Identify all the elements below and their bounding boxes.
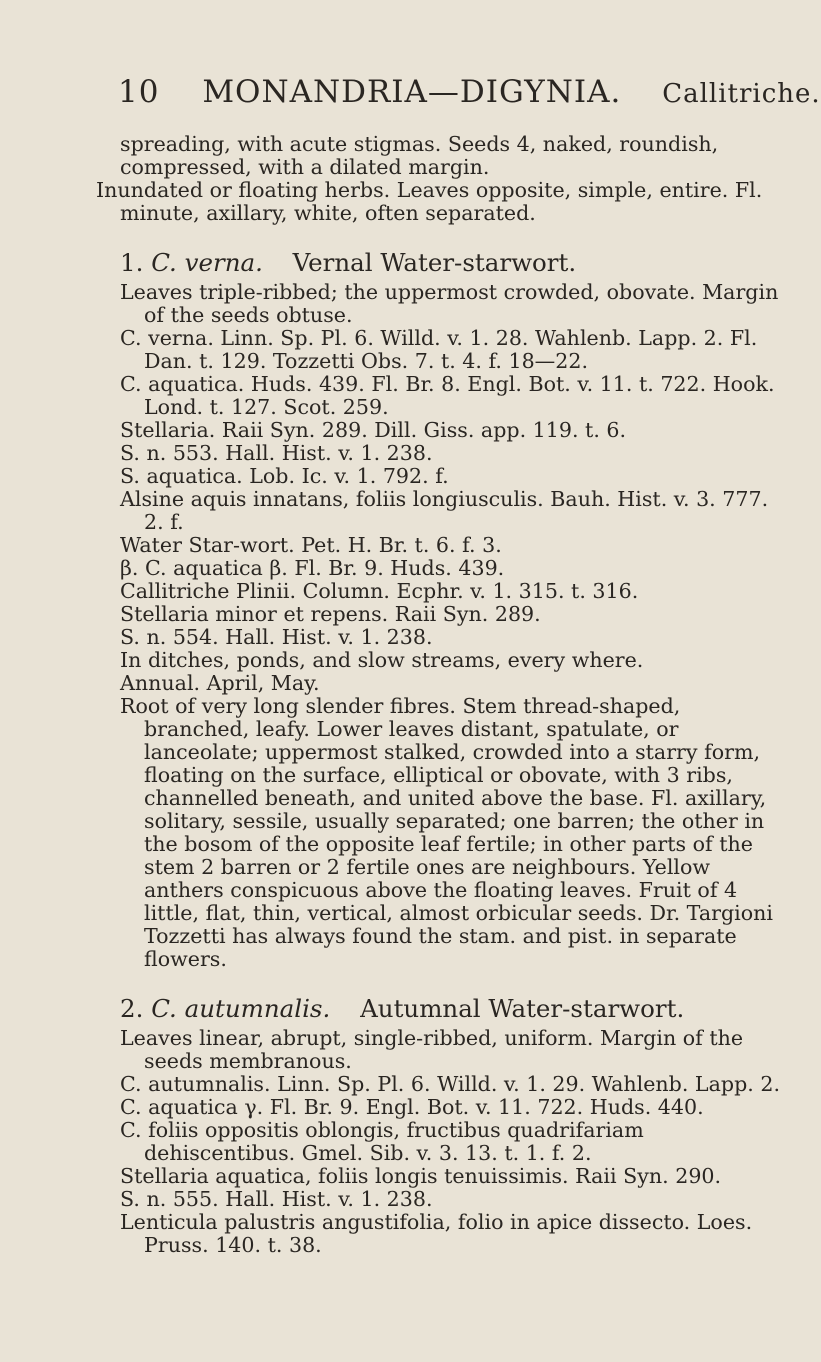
- page-body: [96, 132, 792, 1257]
- page-header: [118, 74, 821, 110]
- synonym-line: S. aquatica. Lob. Ic. v. 1. 792. f.: [120, 464, 449, 488]
- synonym-line: S. n. 554. Hall. Hist. v. 1. 238.: [120, 625, 433, 649]
- species-diagnosis: Leaves linear, abrupt, single-ribbed, uniform. Margin of the seeds membranous.: [120, 1026, 744, 1073]
- page-number: 10: [118, 74, 160, 110]
- habitat: In ditches, ponds, and slow streams, every where.: [120, 648, 644, 672]
- synonym-line: C. aquatica γ. Fl. Br. 9. Engl. Bot. v. 11. 722. Huds. 440.: [120, 1095, 704, 1119]
- synonym-line: C. foliis oppositis oblongis, fructibus quadrifariam dehiscentibus. Gmel. Sib. v. 3. 13. t. 1. f. 2.: [120, 1118, 644, 1165]
- genus-title: Callitriche.: [662, 79, 821, 109]
- synonym-line: C. verna. Linn. Sp. Pl. 6. Willd. v. 1. 28. Wahlenb. Lapp. 2. Fl. Dan. t. 129. Tozzetti Obs. 7. t. 4. f. 18—22.: [120, 326, 758, 373]
- species-heading: [120, 995, 792, 1023]
- synonym-line: Callitriche Plinii. Column. Ecphr. v. 1. 315. t. 316.: [120, 579, 639, 603]
- species-number: 2.: [120, 994, 144, 1023]
- intro-continuation: spreading, with acute stigmas. Seeds 4, naked, roundish, compressed, with a dilated margin.: [120, 132, 719, 179]
- synonym-line: Lenticula palustris angustifolia, folio in apice dissecto. Loes. Pruss. 140. t. 38.: [120, 1210, 753, 1257]
- species-common-name: Autumnal Water-starwort.: [360, 994, 685, 1023]
- synonym-line: Alsine aquis innatans, foliis longiusculis. Bauh. Hist. v. 3. 777. 2. f.: [120, 487, 769, 534]
- description: Root of very long slender fibres. Stem thread-shaped, branched, leafy. Lower leaves distant, spatulate, or lanceolate; uppermost stalked, crowded into a starry form, floating on the surface, elliptical or obovate, with 3 ribs, channelled beneath, and united above the base. Fl. axillary, solitary, sessile, usually separated; one barren; the other in the bosom of the opposite leaf fertile; in other parts of the stem 2 barren or 2 fertile ones are neighbours. Yellow anthers conspicuous above the floating leaves. Fruit of 4 little, flat, thin, vertical, almost orbicular seeds. Dr. Targioni Tozzetti has always found the stam. and pist. in separate flowers.: [120, 694, 773, 971]
- synonym-line: Stellaria. Raii Syn. 289. Dill. Giss. app. 119. t. 6.: [120, 418, 627, 442]
- synonym-line: C. aquatica. Huds. 439. Fl. Br. 8. Engl. Bot. v. 11. t. 722. Hook. Lond. t. 127. Scot. 259.: [120, 372, 775, 419]
- species-common-name: Vernal Water-starwort.: [292, 248, 577, 277]
- species-latin-name: C. verna.: [151, 248, 263, 277]
- synonym-line: Stellaria minor et repens. Raii Syn. 289.: [120, 602, 541, 626]
- synonym-line: β. C. aquatica β. Fl. Br. 9. Huds. 439.: [120, 556, 505, 580]
- species-latin-name: C. autumnalis.: [151, 994, 331, 1023]
- species-heading: [120, 249, 792, 277]
- duration: Annual. April, May.: [120, 671, 320, 695]
- running-title: MONANDRIA—DIGYNIA.: [202, 74, 622, 110]
- species-number: 1.: [120, 248, 144, 277]
- intro-habit: Inundated or floating herbs. Leaves opposite, simple, entire. Fl. minute, axillary, white, often separated.: [96, 178, 763, 225]
- synonym-line: Water Star-wort. Pet. H. Br. t. 6. f. 3.: [120, 533, 502, 557]
- synonym-line: C. autumnalis. Linn. Sp. Pl. 6. Willd. v. 1. 29. Wahlenb. Lapp. 2.: [120, 1072, 780, 1096]
- synonym-line: S. n. 553. Hall. Hist. v. 1. 238.: [120, 441, 433, 465]
- synonym-line: S. n. 555. Hall. Hist. v. 1. 238.: [120, 1187, 433, 1211]
- species-diagnosis: Leaves triple-ribbed; the uppermost crowded, obovate. Margin of the seeds obtuse.: [120, 280, 779, 327]
- synonym-line: Stellaria aquatica, foliis longis tenuissimis. Raii Syn. 290.: [120, 1164, 722, 1188]
